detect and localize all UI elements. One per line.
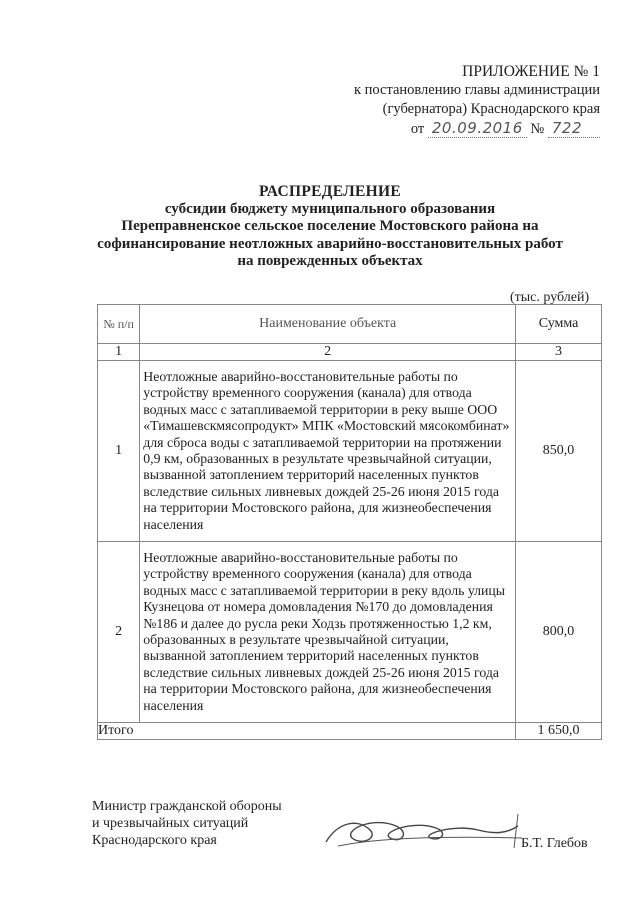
date-prefix: от	[410, 121, 425, 137]
appendix-date-line	[330, 119, 600, 139]
column-number: 1	[98, 344, 140, 361]
header-num: № п/п	[98, 305, 140, 344]
header-name: Наименование объекта	[140, 305, 516, 344]
appendix-line-2: к постановлению главы администрации	[353, 82, 600, 98]
distribution-table	[97, 304, 602, 740]
table-row	[98, 542, 602, 723]
table-row	[98, 361, 602, 542]
signatory-line-2: и чрезвычайных ситуаций	[92, 816, 249, 831]
row-sum: 850,0	[516, 361, 602, 542]
total-sum: 1 650,0	[516, 723, 602, 740]
signatory-name: Б.Т. Глебов	[521, 836, 588, 851]
total-row	[98, 723, 602, 740]
handwritten-date: 20.09.2016	[428, 119, 527, 138]
column-number: 3	[516, 344, 602, 361]
signatory-line-1: Министр гражданской обороны	[92, 799, 282, 814]
signatory-block	[92, 798, 282, 849]
title-line-1: РАСПРЕДЕЛЕНИЕ	[259, 183, 401, 200]
appendix-block	[330, 62, 600, 139]
table-header-row	[98, 305, 602, 344]
row-name: Неотложные аварийно-восстановительные работы по устройству временного сооружения (канала) для отвода водных масс с затапливаемой территории в реку выше ООО «Тимашевскмясопродукт» МПК «Мостовский мясокомбинат» для сброса воды с затапливаемой территории на протяжении 0,9 км, образованных в результате чрезвычайной ситуации, вызванной затоплением территорий населенных пунктов вследствие сильных ливневых дождей 25-26 июня 2015 года на территории Мостовского района, для жизнеобеспечения населения	[140, 361, 516, 542]
appendix-line-3: (губернатора) Краснодарского края	[382, 101, 600, 117]
appendix-title: ПРИЛОЖЕНИЕ № 1	[462, 63, 600, 80]
title-line-4: софинансирование неотложных аварийно-восстановительных работ	[97, 235, 563, 252]
title-line-5: на поврежденных объектах	[237, 253, 423, 269]
handwritten-number: 722	[548, 119, 600, 138]
row-num: 2	[98, 542, 140, 723]
signatory-line-3: Краснодарского края	[92, 833, 217, 848]
title-line-2: субсидии бюджету муниципального образования	[164, 200, 496, 217]
document-title	[90, 183, 570, 271]
title-line-3: Переправненское сельское поселение Мостовского района на	[121, 218, 539, 234]
column-number: 2	[140, 344, 516, 361]
row-sum: 800,0	[516, 542, 602, 723]
header-sum: Сумма	[516, 305, 602, 344]
number-prefix: №	[530, 121, 545, 137]
handwritten-signature	[318, 808, 528, 856]
row-name: Неотложные аварийно-восстановительные работы по устройству временного сооружения (канала) для отвода водных масс с затапливаемой территории в реку вдоль улицы Кузнецова от номера домовладения №170 до домовладения №186 и далее до русла реки Ходзь протяженностью 1,2 км, образованных в результате чрезвычайной ситуации, вызванной затоплением территорий населенных пунктов вследствие сильных ливневых дождей 25-26 июня 2015 года на территории Мостовского района, для жизнеобеспечения населения	[140, 542, 516, 723]
units-label: (тыс. рублей)	[510, 290, 590, 305]
column-number-row	[98, 344, 602, 361]
row-num: 1	[98, 361, 140, 542]
total-label: Итого	[98, 723, 516, 740]
